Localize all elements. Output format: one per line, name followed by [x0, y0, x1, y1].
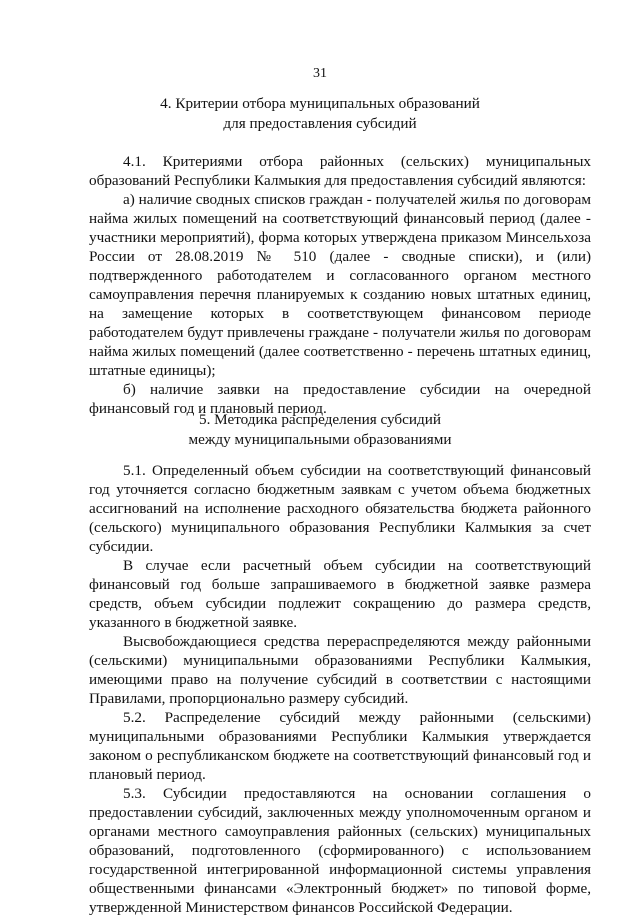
paragraph-4-1: 4.1. Критериями отбора районных (сельских) муниципальных образований Республики Калмыкия для предоставления субсидий являются: — [89, 153, 591, 189]
paragraph-4-1-b: б) наличие заявки на предоставление субсидии на очередной финансовый год и плановый период. — [89, 381, 591, 417]
section-4-heading — [0, 94, 640, 134]
paragraph-5-2: 5.2. Распределение субсидий между районными (сельскими) муниципальными образованиями Республики Калмыкия утверждается законом о республиканском бюджете на соответствующий финансовый год и плановый период. — [89, 709, 591, 783]
section-4-heading-line-2: для предоставления субсидий — [223, 115, 417, 132]
paragraph-5-1: 5.1. Определенный объем субсидии на соответствующий финансовый год уточняется согласно бюджетным заявкам с учетом объема бюджетных ассигнований на исполнение расходного обязательства бюджета районного (сельского) муниципального образования Республики Калмыкия за счет субсидии. — [89, 462, 591, 555]
section-4-body — [89, 152, 591, 418]
paragraph-5-1-c: Высвобождающиеся средства перераспределяются между районными (сельскими) муниципальными образованиями Республики Калмыкия, имеющими право на получение субсидий в соответствии с настоящими Правилами, пропорционально размеру субсидий. — [89, 633, 591, 707]
section-5-heading-line-1: 5. Методика распределения субсидий — [198, 411, 442, 428]
paragraph-4-1-a: а) наличие сводных списков граждан - получателей жилья по договорам найма жилых помещений на соответствующий финансовый период (далее - участники мероприятий), форма которых утверждена приказом Минсельхоза России от 28.08.2019 № 510 (далее - сводные списки), и (или) подтвержденного работодателем и согласованного органом местного самоуправления перечня планируемых к созданию новых штатных единиц, на замещение которых в соответствующем финансовом периоде работодателем будут привлечены граждане - получатели жилья по договорам найма жилых помещений (далее соответственно - перечень штатных единиц, штатные единицы); — [89, 191, 591, 379]
section-5-body — [89, 461, 591, 917]
section-4-heading-line-1: 4. Критерии отбора муниципальных образований — [160, 95, 480, 112]
page-number: 31 — [313, 66, 327, 81]
section-5-heading-line-2: между муниципальными образованиями — [188, 431, 452, 448]
paragraph-5-3: 5.3. Субсидии предоставляются на основании соглашения о предоставлении субсидий, заключенных между уполномоченным органом и органами местного самоуправления районных (сельских) муниципальных образований, подготовленного (сформированного) с использованием государственной интегрированной информационной системы управления общественными финансами «Электронный бюджет» по типовой форме, утвержденной Министерством финансов Российской Федерации. — [89, 785, 591, 916]
paragraph-5-1-b: В случае если расчетный объем субсидии на соответствующий финансовый год больше запрашиваемого в бюджетной заявке размера средств, объем субсидии подлежит сокращению до размера средств, указанного в бюджетной заявке. — [89, 557, 591, 631]
section-5-heading — [0, 410, 640, 450]
